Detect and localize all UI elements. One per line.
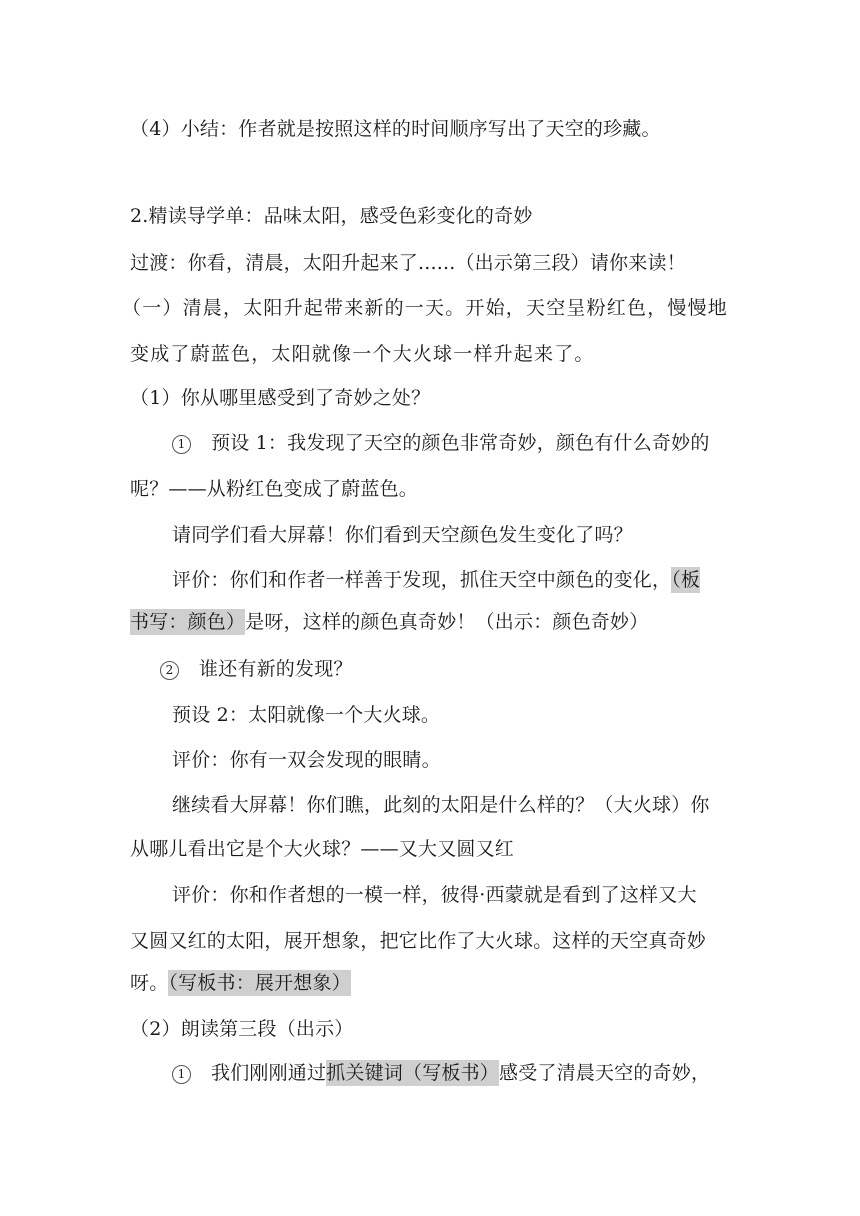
highlight-board-2: 书写：颜色）	[130, 611, 246, 633]
evaluation-1	[172, 565, 732, 595]
screen-prompt-1: 请同学们看大屏幕！你们看到天空颜色发生变化了吗？	[172, 524, 633, 546]
preset-1-text: 预设 1：我发现了天空的颜色非常奇妙，颜色有什么奇妙的	[211, 432, 710, 454]
evaluation-3: 评价：你和作者想的一模一样，彼得·西蒙就是看到了这样又大	[172, 884, 697, 906]
evaluation-1-cont	[130, 607, 730, 637]
item-2-line	[160, 654, 760, 684]
evaluation-1-text: 评价：你们和作者一样善于发现，抓住天空中颜色的变化，	[172, 569, 672, 591]
item-2-text: 谁还有新的发现？	[199, 658, 353, 680]
screen-prompt-2-cont: 从哪儿看出它是个大火球？——又大又圆又红	[130, 838, 515, 860]
question-2: （2）朗读第三段（出示）	[130, 1018, 354, 1040]
evaluation-3-end	[130, 968, 730, 998]
evaluation-2: 评价：你有一双会发现的眼睛。	[172, 749, 441, 771]
quote-line-2: 变成了蔚蓝色，太阳就像一个大火球一样升起来了。	[130, 343, 595, 365]
reading-line	[172, 1058, 732, 1088]
section-heading: 2.精读导学单：品味太阳，感受色彩变化的奇妙	[130, 205, 533, 227]
evaluation-1-cont-text: 是呀，这样的颜色真奇妙！（出示：颜色奇妙）	[245, 611, 649, 633]
circled-number-1b: 1	[172, 1065, 191, 1084]
circled-number-2: 2	[160, 661, 179, 680]
summary-line: （4）小结：作者就是按照这样的时间顺序写出了天空的珍藏。	[130, 118, 661, 140]
evaluation-3-cont: 又圆又红的太阳，展开想象，把它比作了大火球。这样的天空真奇妙	[130, 930, 707, 952]
highlight-board-3: （写板书：展开想象）	[168, 972, 351, 994]
reading-text-a: 我们刚刚通过	[211, 1062, 327, 1084]
highlight-board-4: 抓关键词（写板书）	[326, 1062, 500, 1084]
transition-line: 过渡：你看，清晨，太阳升起来了......（出示第三段）请你来读！	[130, 252, 686, 274]
preset-1-line	[172, 428, 732, 458]
screen-prompt-2: 继续看大屏幕！你们瞧，此刻的太阳是什么样的？（大火球）你	[172, 794, 710, 816]
preset-1-cont: 呢？——从粉红色变成了蔚蓝色。	[130, 478, 419, 500]
reading-text-b: 感受了清晨天空的奇妙，	[499, 1062, 711, 1084]
question-1: （1）你从哪里感受到了奇妙之处？	[130, 387, 431, 409]
preset-2: 预设 2：太阳就像一个大火球。	[172, 704, 441, 726]
highlight-board-1: （板	[671, 569, 701, 591]
evaluation-3-end-text: 呀。	[130, 972, 169, 994]
quote-line-1: （一）清晨，太阳升起带来新的一天。开始，天空呈粉红色，慢慢地	[122, 297, 729, 319]
circled-number-1: 1	[172, 435, 191, 454]
